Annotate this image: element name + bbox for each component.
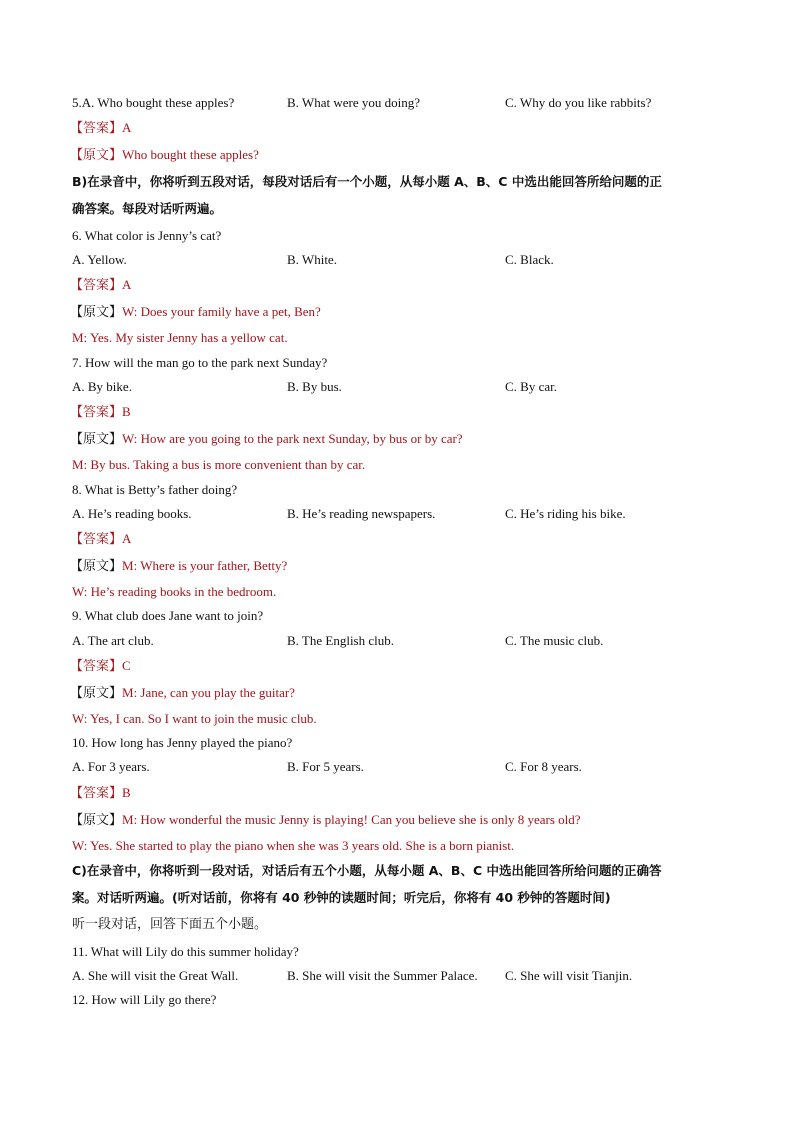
q5-answer bbox=[70, 118, 131, 138]
q11-option-a: A. She will visit the Great Wall. bbox=[72, 968, 239, 983]
original-tag: 【原文】 bbox=[70, 813, 123, 828]
original-line1: W: How are you going to the park next Sunday, by bus or by car? bbox=[122, 431, 463, 446]
q10-option-b: B. For 5 years. bbox=[287, 759, 364, 774]
section-c-dialogue-instruction: 听一段对话，回答下面五个小题。 bbox=[72, 917, 268, 932]
answer-tag: 【答案】 bbox=[70, 405, 123, 420]
original-tag: 【原文】 bbox=[70, 148, 123, 163]
original-line1: M: Where is your father, Betty? bbox=[122, 558, 288, 573]
q10-original bbox=[70, 810, 581, 830]
answer-value: A bbox=[122, 277, 132, 292]
q7-option-a: A. By bike. bbox=[72, 379, 132, 394]
answer-value: B bbox=[122, 785, 131, 800]
original-text: Who bought these apples? bbox=[122, 147, 259, 162]
q8-option-a: A. He’s reading books. bbox=[72, 506, 192, 521]
section-b-instruction-line1: B)在录音中，你将听到五段对话，每段对话后有一个小题，从每小题 A、B、C 中选出能回答所给问题的正 bbox=[72, 174, 662, 189]
q9-option-a: A. The art club. bbox=[72, 633, 154, 648]
answer-value: B bbox=[122, 404, 131, 419]
q7-original bbox=[70, 429, 463, 449]
q11-option-c: C. She will visit Tianjin. bbox=[505, 968, 633, 983]
answer-tag: 【答案】 bbox=[70, 278, 123, 293]
q5-option-c: C. Why do you like rabbits? bbox=[505, 95, 652, 110]
q11-question: 11. What will Lily do this summer holiday? bbox=[72, 944, 299, 959]
q8-original bbox=[70, 556, 287, 576]
q10-answer bbox=[70, 783, 131, 803]
section-c-instruction-line2: 案。对话听两遍。(听对话前，你将有 40 秒钟的读题时间；听完后，你将有 40 秒钟的答题时间) bbox=[72, 890, 611, 905]
q6-question: 6. What color is Jenny’s cat? bbox=[72, 228, 222, 243]
q5-original bbox=[70, 145, 259, 165]
answer-value: A bbox=[122, 531, 132, 546]
answer-tag: 【答案】 bbox=[70, 532, 123, 547]
original-tag: 【原文】 bbox=[70, 305, 123, 320]
q9-original-line2: W: Yes, I can. So I want to join the music club. bbox=[72, 711, 317, 726]
q8-answer bbox=[70, 529, 131, 549]
q9-option-c: C. The music club. bbox=[505, 633, 604, 648]
q9-question: 9. What club does Jane want to join? bbox=[72, 608, 264, 623]
original-tag: 【原文】 bbox=[70, 432, 123, 447]
q7-original-line2: M: By bus. Taking a bus is more convenient than by car. bbox=[72, 457, 366, 472]
q8-option-c: C. He’s riding his bike. bbox=[505, 506, 626, 521]
q10-question: 10. How long has Jenny played the piano? bbox=[72, 735, 293, 750]
q10-original-line2: W: Yes. She started to play the piano when she was 3 years old. She is a born pianist. bbox=[72, 838, 515, 853]
original-tag: 【原文】 bbox=[70, 686, 123, 701]
answer-tag: 【答案】 bbox=[70, 659, 123, 674]
answer-value: C bbox=[122, 658, 131, 673]
answer-tag: 【答案】 bbox=[70, 786, 123, 801]
q7-option-b: B. By bus. bbox=[287, 379, 342, 394]
q5-option-a: 5.A. Who bought these apples? bbox=[72, 95, 235, 110]
q11-option-b: B. She will visit the Summer Palace. bbox=[287, 968, 478, 983]
q5-option-b: B. What were you doing? bbox=[287, 95, 420, 110]
q9-original bbox=[70, 683, 295, 703]
original-line1: M: How wonderful the music Jenny is playing! Can you believe she is only 8 years old? bbox=[122, 812, 581, 827]
q7-answer bbox=[70, 402, 131, 422]
q10-option-a: A. For 3 years. bbox=[72, 759, 150, 774]
q7-option-c: C. By car. bbox=[505, 379, 557, 394]
q10-option-c: C. For 8 years. bbox=[505, 759, 582, 774]
q6-option-b: B. White. bbox=[287, 252, 337, 267]
q6-original-line2: M: Yes. My sister Jenny has a yellow cat. bbox=[72, 330, 288, 345]
q12-question: 12. How will Lily go there? bbox=[72, 992, 217, 1007]
answer-tag: 【答案】 bbox=[70, 121, 123, 136]
original-line1: W: Does your family have a pet, Ben? bbox=[122, 304, 321, 319]
q9-answer bbox=[70, 656, 131, 676]
q8-option-b: B. He’s reading newspapers. bbox=[287, 506, 436, 521]
q7-question: 7. How will the man go to the park next Sunday? bbox=[72, 355, 328, 370]
q8-original-line2: W: He’s reading books in the bedroom. bbox=[72, 584, 277, 599]
q6-original bbox=[70, 302, 321, 322]
answer-value: A bbox=[122, 120, 132, 135]
q6-option-a: A. Yellow. bbox=[72, 252, 127, 267]
original-line1: M: Jane, can you play the guitar? bbox=[122, 685, 295, 700]
original-tag: 【原文】 bbox=[70, 559, 123, 574]
q6-option-c: C. Black. bbox=[505, 252, 554, 267]
q8-question: 8. What is Betty’s father doing? bbox=[72, 482, 238, 497]
q9-option-b: B. The English club. bbox=[287, 633, 395, 648]
section-b-instruction-line2: 确答案。每段对话听两遍。 bbox=[72, 201, 223, 216]
section-c-instruction-line1: C)在录音中，你将听到一段对话，对话后有五个小题，从每小题 A、B、C 中选出能回答所给问题的正确答 bbox=[72, 863, 662, 878]
q6-answer bbox=[70, 275, 131, 295]
